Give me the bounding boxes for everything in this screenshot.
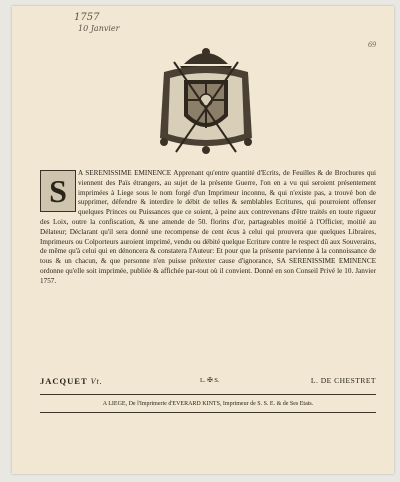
folio-number: 69 <box>368 40 376 49</box>
signature-left-mark: Vt. <box>90 377 103 386</box>
seal-mark: L. ✠ S. <box>200 377 220 384</box>
initial-letter: S <box>49 173 67 209</box>
printer-imprint: A LIEGE, De l'Imprimerie d'EVERARD KINTS, Imprimeur de S. S. E. & de Ses Etats. <box>102 401 314 407</box>
document-sheet <box>12 6 394 474</box>
decree-text-block <box>40 169 376 287</box>
decree-text: A SERENISSIME EMINENCE Apprenant qu'entre quantité d'Ecrits, de Feuilles & de Brochures qui viennent des Païs étrangers, au sujet de la présente Guerre, l'on en a vu qui seroient présentement imprimées à Liege sous le nom forgé d'un Imprimeur inconnu, & qui n'existe pas, a trouvé bon de supprimer, défendre & interdire le débit de telles & semblables Ecritures, qui pourroient offenser quelques Princes ou Puissances que ce soient, à peine aux contrevenans d'être traités en toute rigueur des Loix, outre la confiscation, & une amende de 50. florins d'or, partageables moitié à l'Officier, moitié au Délateur; Déclarant qu'il sera donné une recompense de cent écus à celui qui prouvera que quelques Libraires, Imprimeurs ou Colporteurs auroient imprimé, vendu ou débité quelque Ecriture contre le respect dû aux Souverains, de même qu'à celui qui en dénoncera & constatera l'Auteur: Et pour que la présente parvienne à la connoissance de tous & un chacun, & que personne n'en puisse prétexter cause d'ignorance, SA SERENISSIME EMINENCE ordonne qu'elle soit imprimée, publiée & affichée par-tout où il convient. Donné en son Conseil Privé le 10. Janvier 1757. <box>40 169 376 285</box>
signature-right: L. DE CHESTRET <box>310 376 376 385</box>
signature-left <box>40 376 103 386</box>
divider-top <box>40 394 376 395</box>
initial-spacer <box>40 169 78 213</box>
handwritten-year: 1757 <box>74 12 100 23</box>
divider-bottom <box>40 412 376 413</box>
handwritten-date: 10 Janvier <box>78 24 120 33</box>
signature-left-name: JACQUET <box>40 376 88 386</box>
coat-of-arms-icon <box>140 42 272 162</box>
